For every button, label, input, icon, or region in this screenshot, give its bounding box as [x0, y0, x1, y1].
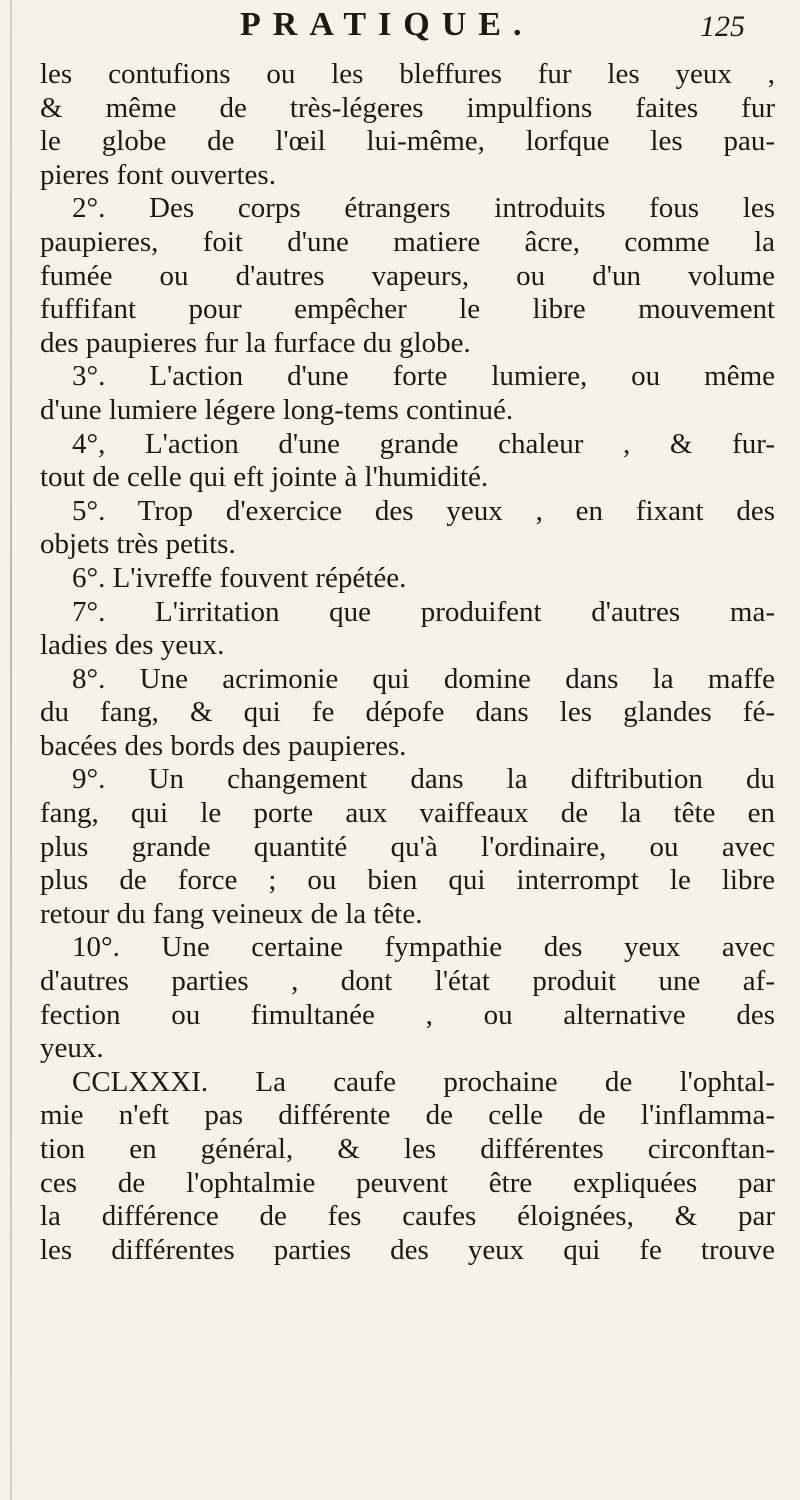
text-line: 5°. Trop d'exercice des yeux , en fixant des: [72, 494, 775, 527]
text-line: le globe de l'œil lui-même, lorfque les pau-: [40, 125, 775, 158]
text-line: 9°. Un changement dans la diftribution du: [72, 763, 775, 796]
text-line: les contufions ou les bleffures fur les yeux ,: [40, 58, 775, 90]
text-line: fumée ou d'autres vapeurs, ou d'un volume: [40, 259, 775, 292]
text-line: objets très petits.: [40, 528, 236, 561]
text-line: & même de très-légeres impulfions faites fur: [40, 91, 775, 124]
text-line: pieres font ouvertes.: [40, 158, 276, 191]
text-line: mie n'eft pas différente de celle de l'inflamma-: [40, 1099, 775, 1132]
body-text: [40, 58, 775, 1267]
text-line: 8°. Une acrimonie qui domine dans la maffe: [72, 662, 775, 695]
text-line: tout de celle qui eft jointe à l'humidité.: [40, 461, 489, 494]
text-line: 10°. Une certaine fympathie des yeux avec: [72, 931, 775, 964]
text-line: 4°, L'action d'une grande chaleur , & fur-: [72, 427, 775, 460]
text-line: fang, qui le porte aux vaiffeaux de la tête en: [40, 797, 775, 830]
text-line: CCLXXXI. La caufe prochaine de l'ophtal-: [72, 1065, 775, 1098]
text-line: d'autres parties , dont l'état produit une af-: [40, 965, 775, 998]
text-line: la différence de fes caufes éloignées, & par: [40, 1200, 775, 1233]
text-line: des paupieres fur la furface du globe.: [40, 326, 471, 359]
text-line: 2°. Des corps étrangers introduits fous les: [72, 192, 775, 225]
text-line: les différentes parties des yeux qui fe trouve: [40, 1233, 775, 1266]
text-line: plus grande quantité qu'à l'ordinaire, ou avec: [40, 830, 775, 863]
text-line: 3°. L'action d'une forte lumiere, ou même: [72, 360, 775, 393]
page-number: 125: [700, 10, 745, 43]
text-line: yeux.: [40, 1032, 104, 1065]
text-line: 6°. L'ivreffe fouvent répétée.: [72, 561, 407, 594]
gutter-edge: [10, 0, 12, 1500]
text-line: tion en général, & les différentes circonftan-: [40, 1133, 775, 1165]
text-line: bacées des bords des paupieres.: [40, 729, 407, 762]
text-line: 7°. L'irritation que produifent d'autres ma-: [72, 595, 775, 628]
text-line: plus de force ; ou bien qui interrompt le libre: [40, 864, 775, 897]
running-head-title: PRATIQUE.: [240, 6, 534, 43]
text-line: fection ou fimultanée , ou alternative des: [40, 998, 775, 1031]
text-line: ces de l'ophtalmie peuvent être expliquées par: [40, 1166, 775, 1199]
running-head: [0, 6, 800, 56]
text-line: du fang, & qui fe dépofe dans les glandes fé-: [40, 696, 775, 729]
text-line: fuffifant pour empêcher le libre mouvement: [40, 293, 775, 326]
text-line: d'une lumiere légere long-tems continué.: [40, 393, 514, 426]
text-line: paupieres, foit d'une matiere âcre, comme la: [40, 225, 775, 258]
text-line: retour du fang veineux de la tête.: [40, 897, 423, 930]
text-line: ladies des yeux.: [40, 629, 225, 662]
